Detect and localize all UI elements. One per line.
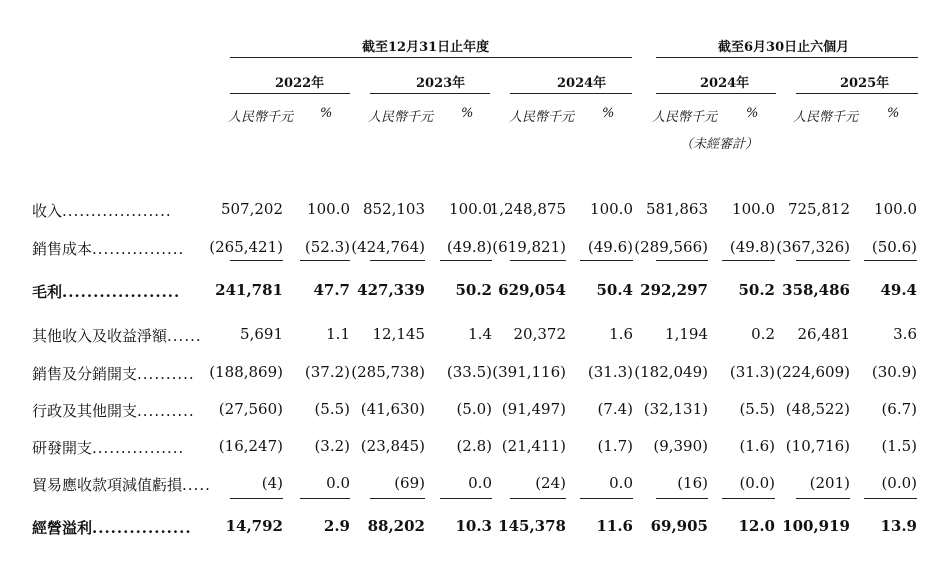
cell-r0-c9: 100.0 (874, 200, 917, 218)
row-label-rd-expenses: 研發開支................ (32, 439, 185, 457)
cell-r7-c2: (69) (394, 474, 425, 492)
unaudited-note: （未經審計） (680, 137, 759, 152)
cell-r4-c0: (188,869) (209, 363, 283, 381)
period-2022-rule (230, 93, 350, 94)
cell-r8-c0: 14,792 (225, 517, 283, 535)
cell-r1-c9: (50.6) (871, 238, 917, 256)
row-label-selling-expenses: 銷售及分銷開支.......... (32, 365, 195, 383)
cell-r1-c0: (265,421) (209, 238, 283, 256)
cell-r7-c9: (0.0) (881, 474, 917, 492)
cell-r8-c4: 145,378 (498, 517, 566, 535)
subtotal-rule-0-3 (440, 260, 492, 261)
cell-r6-c3: (2.8) (456, 437, 492, 455)
cell-r5-c5: (7.4) (597, 400, 633, 418)
cell-r3-c1: 1.1 (326, 325, 350, 343)
subtotal-rule-0-6 (656, 260, 708, 261)
cell-r5-c3: (5.0) (456, 400, 492, 418)
row-label-revenue: 收入................... (32, 202, 172, 220)
header-years-ended: 截至12月31日止年度 (362, 40, 490, 55)
row-label-admin-expenses: 行政及其他開支.......... (32, 402, 195, 420)
cell-r3-c6: 1,194 (665, 325, 708, 343)
cell-r4-c6: (182,049) (634, 363, 708, 381)
period-2025-h1: 2025年 (840, 76, 890, 91)
cell-r3-c7: 0.2 (751, 325, 775, 343)
cell-r5-c6: (32,131) (643, 400, 708, 418)
cell-r3-c2: 12,145 (372, 325, 425, 343)
cell-r4-c9: (30.9) (871, 363, 917, 381)
cell-r7-c7: (0.0) (739, 474, 775, 492)
cell-r0-c8: 725,812 (787, 200, 850, 218)
cell-r2-c7: 50.2 (738, 281, 775, 299)
subtotal-rule-0-5 (580, 260, 633, 261)
cell-r1-c6: (289,566) (634, 238, 708, 256)
subtotal-rule-1-9 (864, 498, 917, 499)
unit-pct-2022: % (320, 106, 333, 121)
subtotal-rule-1-2 (370, 498, 425, 499)
cell-r4-c1: (37.2) (304, 363, 350, 381)
cell-r8-c1: 2.9 (323, 517, 350, 535)
cell-r2-c9: 49.4 (880, 281, 917, 299)
cell-r3-c3: 1.4 (468, 325, 492, 343)
subtotal-rule-1-5 (580, 498, 633, 499)
cell-r6-c2: (23,845) (360, 437, 425, 455)
cell-r4-c5: (31.3) (587, 363, 633, 381)
cell-r6-c6: (9,390) (653, 437, 708, 455)
period-2023: 2023年 (416, 76, 466, 91)
cell-r7-c0: (4) (261, 474, 283, 492)
unit-amount-2025-h1: 人民幣千元 (793, 110, 859, 125)
subtotal-rule-1-6 (656, 498, 708, 499)
cell-r2-c2: 427,339 (357, 281, 425, 299)
unit-amount-2024-h1: 人民幣千元 (652, 110, 718, 125)
cell-r5-c8: (48,522) (785, 400, 850, 418)
unit-pct-2023: % (461, 106, 474, 121)
cell-r2-c5: 50.4 (596, 281, 633, 299)
row-label-operating-profit: 經營溢利................ (32, 519, 192, 537)
cell-r4-c3: (33.5) (446, 363, 492, 381)
cell-r1-c3: (49.8) (446, 238, 492, 256)
cell-r1-c2: (424,764) (351, 238, 425, 256)
cell-r8-c3: 10.3 (455, 517, 492, 535)
cell-r7-c4: (24) (535, 474, 566, 492)
cell-r3-c9: 3.6 (893, 325, 917, 343)
period-2025-h1-rule (796, 93, 918, 94)
period-2022: 2022年 (275, 76, 325, 91)
cell-r0-c0: 507,202 (220, 200, 283, 218)
cell-r3-c0: 5,691 (240, 325, 283, 343)
cell-r3-c8: 26,481 (797, 325, 850, 343)
cell-r6-c5: (1.7) (597, 437, 633, 455)
cell-r6-c7: (1.6) (739, 437, 775, 455)
cell-r0-c4: 1,248,875 (489, 200, 566, 218)
cell-r0-c2: 852,103 (362, 200, 425, 218)
cell-r5-c9: (6.7) (881, 400, 917, 418)
cell-r2-c1: 47.7 (313, 281, 350, 299)
subtotal-rule-1-0 (230, 498, 283, 499)
unit-amount-2024: 人民幣千元 (509, 110, 575, 125)
unit-pct-2025-h1: % (887, 106, 900, 121)
subtotal-rule-0-7 (722, 260, 775, 261)
period-2024: 2024年 (557, 76, 607, 91)
subtotal-rule-0-8 (796, 260, 850, 261)
cell-r7-c8: (201) (809, 474, 850, 492)
cell-r2-c8: 358,486 (782, 281, 850, 299)
cell-r7-c6: (16) (677, 474, 708, 492)
cell-r5-c0: (27,560) (218, 400, 283, 418)
cell-r4-c8: (224,609) (776, 363, 850, 381)
subtotal-rule-1-7 (722, 498, 775, 499)
cell-r0-c3: 100.0 (449, 200, 492, 218)
period-2024-rule (510, 93, 632, 94)
subtotal-rule-0-1 (300, 260, 350, 261)
cell-r1-c5: (49.6) (587, 238, 633, 256)
cell-r1-c8: (367,326) (776, 238, 850, 256)
cell-r2-c6: 292,297 (640, 281, 708, 299)
subtotal-rule-1-1 (300, 498, 350, 499)
cell-r4-c2: (285,738) (351, 363, 425, 381)
subtotal-rule-0-2 (370, 260, 425, 261)
cell-r3-c5: 1.6 (609, 325, 633, 343)
cell-r3-c4: 20,372 (513, 325, 566, 343)
cell-r6-c1: (3.2) (314, 437, 350, 455)
cell-r7-c1: 0.0 (326, 474, 350, 492)
header-six-months-ended: 截至6月30日止六個月 (718, 40, 850, 55)
row-label-cost-of-sales: 銷售成本................ (32, 240, 185, 258)
cell-r1-c4: (619,821) (492, 238, 566, 256)
cell-r8-c8: 100,919 (782, 517, 850, 535)
cell-r8-c2: 88,202 (367, 517, 425, 535)
subtotal-rule-1-3 (440, 498, 492, 499)
cell-r7-c3: 0.0 (468, 474, 492, 492)
cell-r8-c5: 11.6 (596, 517, 633, 535)
period-2024-h1-rule (656, 93, 776, 94)
cell-r5-c7: (5.5) (739, 400, 775, 418)
cell-r7-c5: 0.0 (609, 474, 633, 492)
cell-r1-c1: (52.3) (304, 238, 350, 256)
cell-r2-c0: 241,781 (215, 281, 283, 299)
row-label-impairment: 貿易應收款項減值虧損..... (32, 476, 211, 494)
cell-r6-c8: (10,716) (785, 437, 850, 455)
subtotal-rule-0-0 (230, 260, 283, 261)
row-label-other-income: 其他收入及收益淨額...... (32, 327, 202, 345)
unit-amount-2022: 人民幣千元 (228, 110, 294, 125)
cell-r4-c7: (31.3) (729, 363, 775, 381)
period-2023-rule (370, 93, 490, 94)
cell-r6-c9: (1.5) (881, 437, 917, 455)
row-label-gross-profit: 毛利................... (32, 283, 181, 301)
cell-r5-c4: (91,497) (501, 400, 566, 418)
cell-r0-c6: 581,863 (645, 200, 708, 218)
cell-r6-c4: (21,411) (501, 437, 566, 455)
cell-r1-c7: (49.8) (729, 238, 775, 256)
unit-pct-2024: % (602, 106, 615, 121)
header-six-months-rule (656, 57, 918, 58)
unit-amount-2023: 人民幣千元 (368, 110, 434, 125)
cell-r0-c1: 100.0 (307, 200, 350, 218)
header-years-ended-rule (230, 57, 632, 58)
cell-r0-c5: 100.0 (590, 200, 633, 218)
cell-r2-c4: 629,054 (498, 281, 566, 299)
cell-r4-c4: (391,116) (492, 363, 566, 381)
subtotal-rule-0-4 (510, 260, 566, 261)
subtotal-rule-1-4 (510, 498, 566, 499)
cell-r5-c2: (41,630) (360, 400, 425, 418)
cell-r8-c6: 69,905 (650, 517, 708, 535)
subtotal-rule-1-8 (796, 498, 850, 499)
cell-r0-c7: 100.0 (732, 200, 775, 218)
subtotal-rule-0-9 (864, 260, 917, 261)
cell-r2-c3: 50.2 (455, 281, 492, 299)
cell-r8-c9: 13.9 (880, 517, 917, 535)
cell-r8-c7: 12.0 (738, 517, 775, 535)
cell-r6-c0: (16,247) (218, 437, 283, 455)
unit-pct-2024-h1: % (746, 106, 759, 121)
cell-r5-c1: (5.5) (314, 400, 350, 418)
period-2024-h1: 2024年 (700, 76, 750, 91)
